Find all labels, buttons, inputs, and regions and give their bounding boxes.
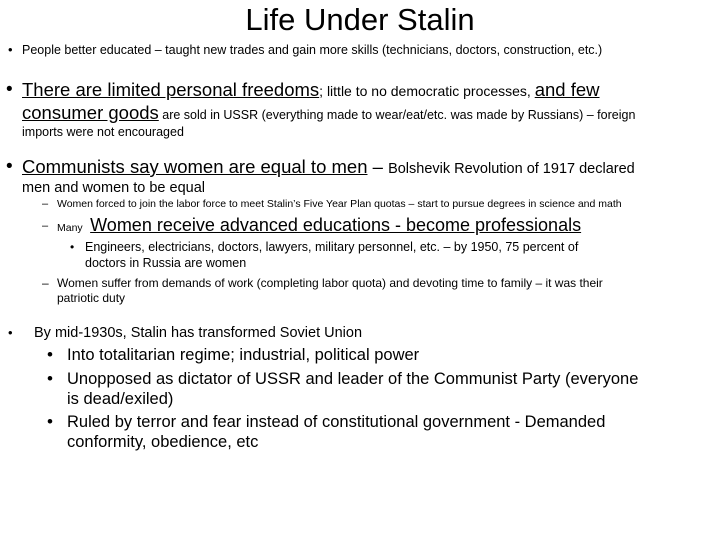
sub-2-large-text: Women receive advanced educations - become professionals: [90, 215, 582, 235]
item-3-line-2: conformity, obedience, etc: [67, 433, 259, 451]
item-1-marker: •: [47, 345, 53, 364]
item-2: [67, 369, 638, 409]
item-1-line-1: Into totalitarian regime; industrial, political power: [67, 346, 420, 364]
bullet-3-marker: •: [6, 156, 13, 177]
sub-1-text: Women forced to join the labor force to meet Stalin’s Five Year Plan quotas – start to pursue degrees in science and math: [57, 198, 622, 210]
sub-1-marker: –: [42, 198, 49, 210]
sub-2-marker: –: [42, 220, 49, 232]
bullet-1-text: People better educated – taught new trades and gain more skills (technicians, doctors, construction, etc.): [22, 43, 603, 57]
item-2-marker: •: [47, 369, 53, 388]
bullet-2-consumer-goods: consumer goods: [22, 102, 159, 123]
sub-3-line-2: patriotic duty: [57, 291, 126, 305]
bullet-4-text: By mid-1930s, Stalin has transformed Soviet Union: [34, 325, 363, 341]
item-2-line-1: Unopposed as dictator of USSR and leader of the Communist Party (everyone: [67, 370, 639, 388]
sub-2-small-text: Many: [57, 222, 83, 234]
subsub-line-1: Engineers, electricians, doctors, lawyers, military personnel, etc. – by 1950, 75 percent of: [85, 240, 579, 254]
sub-3-line-1: Women suffer from demands of work (completing labor quota) and devoting time to family – it was their: [57, 276, 603, 290]
bullet-2-marker: •: [6, 79, 13, 100]
bullet-3: [22, 156, 712, 197]
bullet-3-underlined-phrase: Communists say women are equal to men: [22, 156, 368, 177]
bullet-2: [22, 79, 712, 139]
sub-3: [57, 276, 603, 306]
bullet-2-text-b: are sold in USSR (everything made to wear/eat/etc. was made by Russians) – foreign: [158, 108, 636, 122]
item-3: [67, 412, 605, 452]
bullet-2-text-a: ; little to no democratic processes,: [319, 83, 535, 99]
bullet-3-text-b: men and women to be equal: [22, 180, 205, 196]
bullet-1-marker: •: [8, 42, 13, 57]
bullet-4-marker: •: [8, 325, 13, 340]
sub-2: [57, 213, 581, 240]
item-2-line-2: is dead/exiled): [67, 390, 174, 408]
subsub-marker: •: [70, 240, 75, 254]
item-3-line-1: Ruled by terror and fear instead of constitutional government - Demanded: [67, 413, 606, 431]
item-1: [67, 345, 419, 365]
subsub-line-2: doctors in Russia are women: [85, 256, 247, 270]
bullet-2-underlined-phrase: There are limited personal freedoms: [22, 79, 320, 100]
page-title: Life Under Stalin: [245, 2, 475, 37]
subsub: [85, 239, 578, 271]
sub-3-marker: –: [42, 276, 49, 290]
bullet-3-dash: –: [367, 156, 389, 177]
item-3-marker: •: [47, 412, 53, 431]
bullet-3-text-a: Bolshevik Revolution of 1917 declared: [388, 161, 635, 177]
bullet-2-and-few: and few: [534, 79, 600, 100]
bullet-2-text-c: imports were not encouraged: [22, 125, 184, 139]
